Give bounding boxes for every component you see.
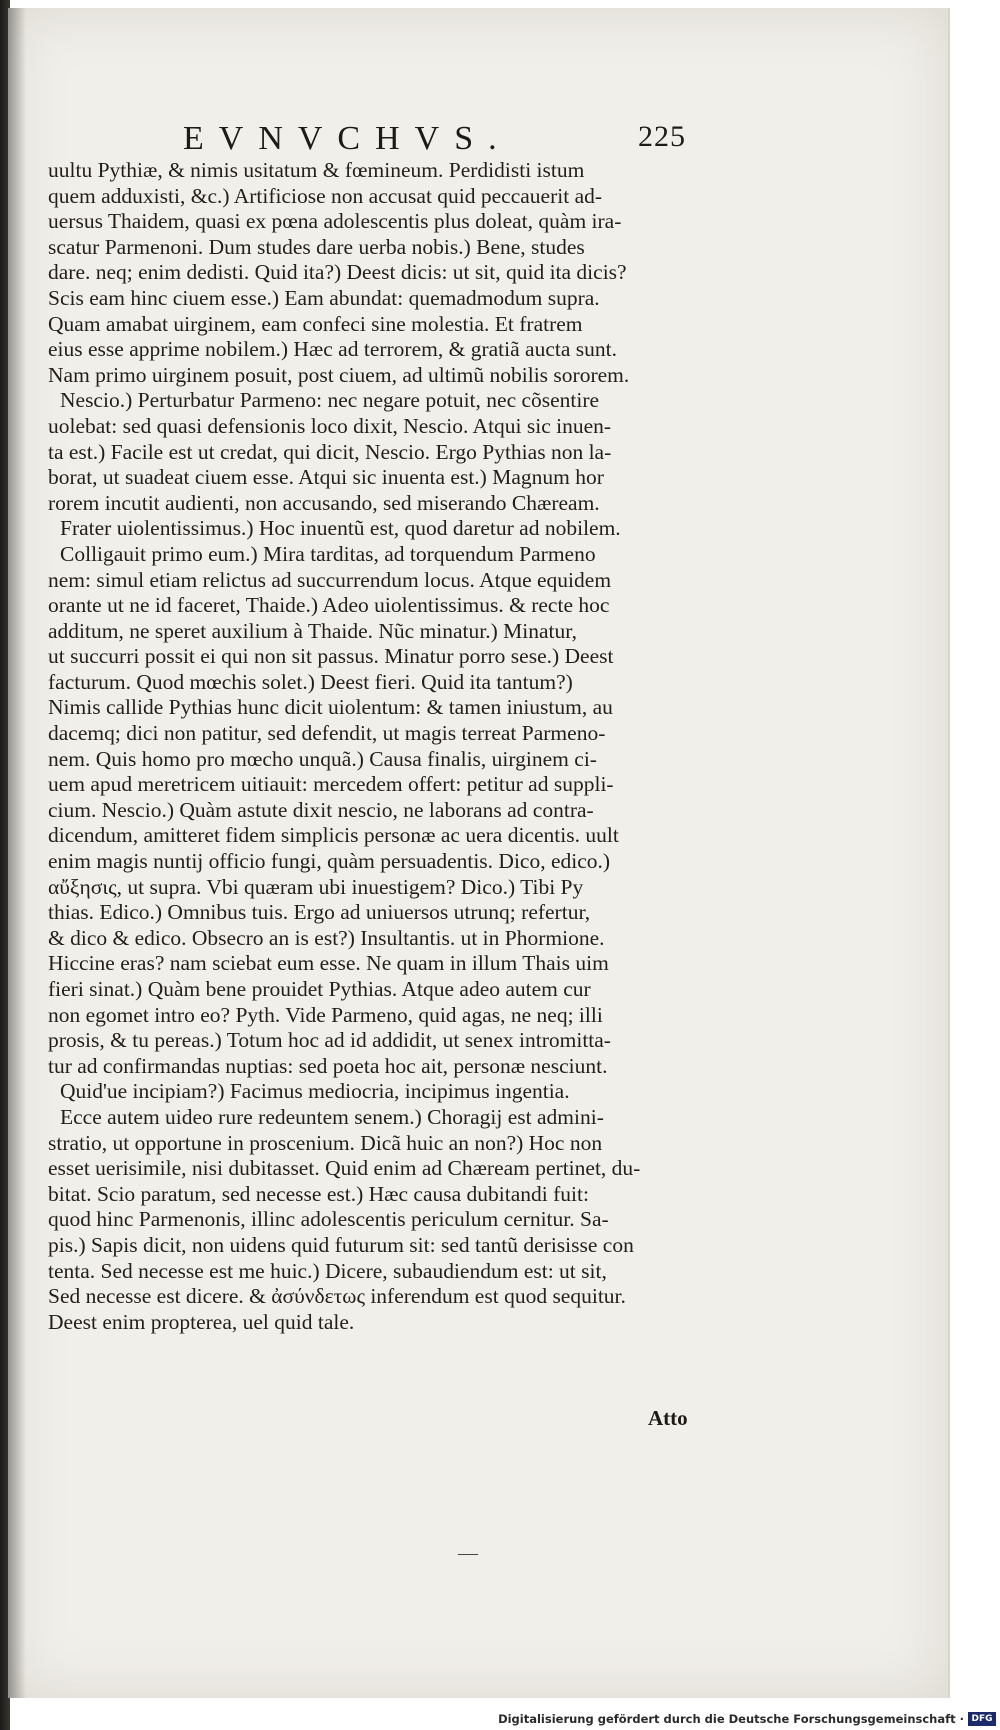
text-line: non egomet intro eo? Pyth. Vide Parmeno, quid agas, ne neq; illi (48, 1002, 603, 1027)
dfg-logo-icon: DFG (968, 1712, 996, 1726)
commentary-text (48, 158, 688, 1335)
text-line: Scis eam hinc ciuem esse.) Eam abundat: quemadmodum supra. (48, 285, 600, 310)
text-line: tur ad confirmandas nuptias: sed poeta hoc ait, personæ nesciunt. (48, 1053, 608, 1078)
text-line: scatur Parmenoni. Dum studes dare uerba nobis.) Bene, studes (48, 234, 585, 259)
text-line: Sed necesse est dicere. & ἀσύνδετως inferendum est quod sequitur. (48, 1284, 626, 1309)
text-line: eius esse apprime nobilem.) Hæc ad terrorem, & gratiã aucta sunt. (48, 337, 617, 362)
text-line: αὔξησις, ut supra. Vbi quæram ubi inuestigem? Dico.) Tibi Py (48, 874, 584, 899)
text-line: dacemq; dici non patitur, sed defendit, ut magis terreat Parmeno- (48, 721, 606, 746)
text-line: pis.) Sapis dicit, non uidens quid futurum sit: sed tantũ derisisse con (48, 1232, 634, 1257)
text-line: cium. Nescio.) Quàm astute dixit nescio, ne laborans ad contra- (48, 797, 594, 822)
text-line: bitat. Scio paratum, sed necesse est.) Hæc causa dubitandi fuit: (48, 1181, 589, 1206)
text-line: Frater uiolentissimus.) Hoc inuentũ est, quod daretur ad nobilem. (60, 516, 621, 541)
text-line: fieri sinat.) Quàm bene prouidet Pythias. Atque adeo autem cur (48, 977, 591, 1001)
page-number: 225 (638, 120, 686, 153)
text-line: prosis, & tu pereas.) Totum hoc ad id addidit, ut senex intromitta- (48, 1028, 611, 1053)
running-title: EVNVCHVS. (183, 120, 512, 157)
text-line: uem apud meretricem uitiauit: mercedem offert: petitur ad suppli- (48, 772, 614, 797)
catchword: Atto (648, 1406, 688, 1430)
text-line: borat, ut suadeat ciuem esse. Atqui sic inuenta est.) Magnum hor (48, 465, 604, 490)
text-line: uolebat: sed quasi defensionis loco dixit, Nescio. Atqui sic inuen- (48, 413, 612, 438)
text-line: Hiccine eras? nam sciebat eum esse. Ne quam in illum Thais uim (48, 951, 609, 976)
text-line: quod hinc Parmenonis, illinc adolescentis periculum cernitur. Sa- (48, 1207, 609, 1232)
text-line: dare. neq; enim dedisti. Quid ita?) Deest dicis: ut sit, quid ita dicis? (48, 260, 627, 285)
text-line: facturum. Quod mœchis solet.) Deest fieri. Quid ita tantum?) (48, 669, 573, 694)
text-line: tenta. Sed necesse est me huic.) Dicere, subaudiendum est: ut sit, (48, 1258, 607, 1283)
text-line: Quam amabat uirginem, eam confeci sine molestia. Et fratrem (48, 311, 583, 336)
text-line: rorem incutit audienti, non accusando, sed miserando Chæream. (48, 490, 600, 515)
book-page (8, 8, 950, 1698)
text-line: enim magis nuntij officio fungi, quàm persuadentis. Dico, edico.) (48, 849, 611, 874)
text-line: esset uerisimile, nisi dubitasset. Quid enim ad Chæream pertinet, du- (48, 1156, 641, 1181)
text-line: Nimis callide Pythias hunc dicit uiolentum: & tamen iniustum, au (48, 695, 613, 720)
text-line: thias. Edico.) Omnibus tuis. Ergo ad uniuersos utrunq; refertur, (48, 900, 591, 925)
text-line: uersus Thaidem, quasi ex pœna adolescentis plus doleat, quàm ira- (48, 209, 622, 234)
text-line: ut succurri possit ei qui non sit passus. Minatur porro sese.) Deest (48, 644, 614, 669)
text-line: Nescio.) Perturbatur Parmeno: nec negare potuit, nec cõsentire (60, 388, 600, 413)
text-line: Nam primo uirginem posuit, post ciuem, ad ultimũ nobilis sororem. (48, 362, 630, 387)
text-line: dicendum, amitteret fidem simplicis personæ ac uera dicentis. uult (48, 823, 619, 848)
text-line: orante ut ne id faceret, Thaide.) Adeo uiolentissimus. & recte hoc (48, 593, 610, 618)
text-line: Deest enim propterea, uel quid tale. (48, 1309, 355, 1334)
text-line: stratio, ut opportune in proscenium. Dicã huic an non?) Hoc non (48, 1130, 603, 1155)
digitization-footer (0, 1710, 1000, 1730)
text-line: quem adduxisti, &c.) Artificiose non accusat quid peccauerit ad- (48, 183, 603, 208)
dash-mark: — (458, 1542, 478, 1564)
text-line: nem. Quis homo pro mœcho unquã.) Causa finalis, uirginem ci- (48, 746, 597, 771)
text-line: Ecce autem uideo rure redeuntem senem.) Choragij est admini- (60, 1104, 604, 1129)
text-line: nem: simul etiam relictus ad succurrendum locus. Atque equidem (48, 567, 612, 592)
text-line: Quid'ue incipiam?) Facimus mediocria, incipimus ingentia. (60, 1079, 570, 1104)
text-line: uultu Pythiæ, & nimis usitatum & fœmineum. Perdidisti istum (48, 158, 585, 182)
text-line: ta est.) Facile est ut credat, qui dicit, Nescio. Ergo Pythias non la- (48, 439, 612, 464)
text-line: Colligauit primo eum.) Mira tarditas, ad torquendum Parmeno (60, 541, 596, 566)
text-line: & dico & edico. Obsecro an is est?) Insultantis. ut in Phormione. (48, 925, 605, 950)
funding-notice: Digitalisierung gefördert durch die Deutsche Forschungsgemeinschaft · (498, 1712, 964, 1726)
text-line: additum, ne speret auxilium à Thaide. Nũc minatur.) Minatur, (48, 618, 577, 643)
